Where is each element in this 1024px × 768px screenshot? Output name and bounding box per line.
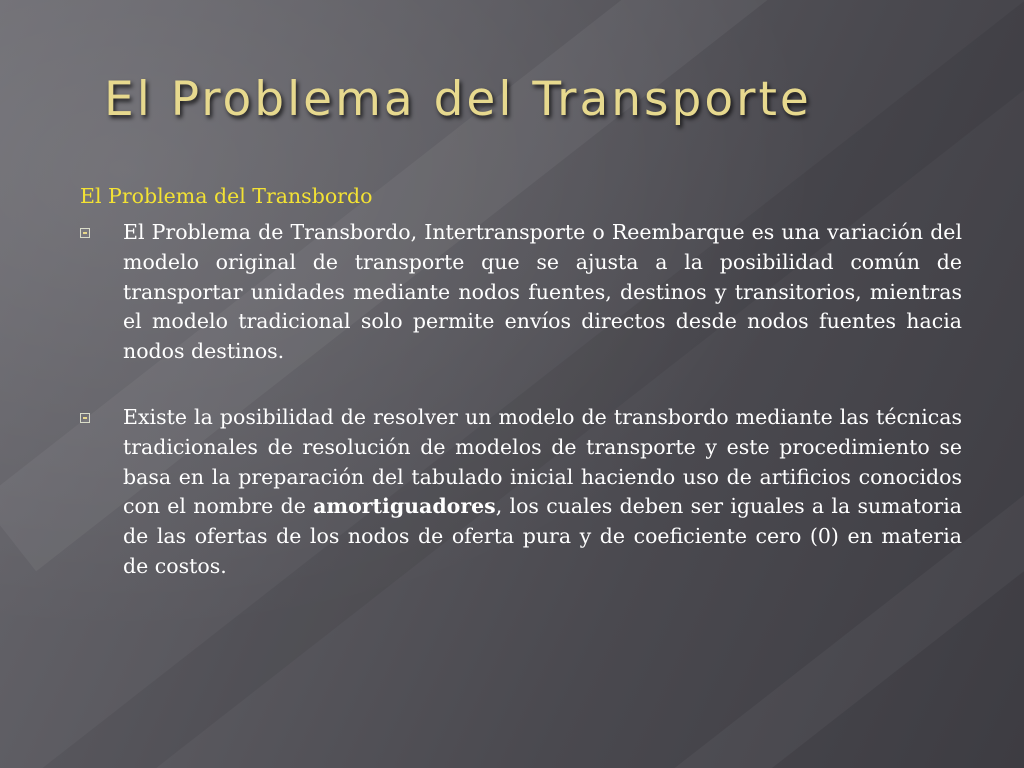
bullet-text: El Problema de Transbordo, Intertransporte o Reembarque es una variación del modelo original de transporte que se ajusta a la posibilidad común de transportar unidades mediante nodos fuentes, destinos y transitorios, mientras el modelo tradicional solo permite envíos directos desde nodos fuentes hacia nodos destinos. <box>123 220 962 364</box>
slide-subheading: El Problema del Transbordo <box>80 184 373 208</box>
bullet-text-bold-term: amortiguadores <box>313 494 496 519</box>
slide-title: El Problema del Transporte <box>104 72 812 127</box>
bullet-item-transbordo-definition <box>80 218 962 367</box>
bullet-item-amortiguadores <box>80 403 962 582</box>
bullet-list <box>80 218 962 618</box>
square-bullet-icon <box>80 228 90 238</box>
square-bullet-icon <box>80 413 90 423</box>
bullet-text-after: , los cuales deben ser iguales a la sumatoria de las ofertas de los nodos de oferta pura y de coeficiente cero (0) en materia de costos. <box>123 494 962 578</box>
bullet-text-before: Existe la posibilidad de resolver un modelo de transbordo mediante las técnicas tradicionales de resolución de modelos de transporte y este procedimiento se basa en la preparación del tabulado inicial haciendo uso de artificios conocidos con el nombre de <box>123 404 962 519</box>
